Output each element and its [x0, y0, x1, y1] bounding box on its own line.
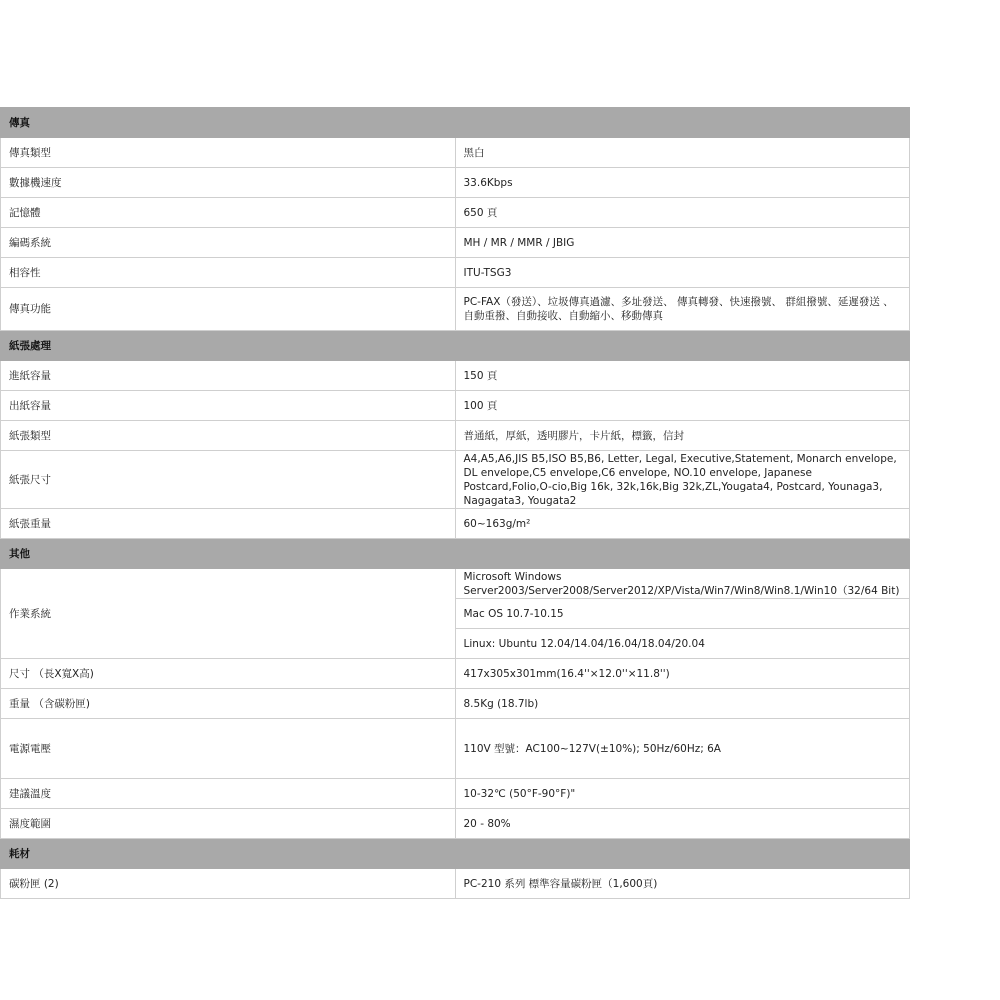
spec-label: 出紙容量	[1, 391, 456, 421]
section-title: 傳真	[1, 108, 910, 138]
table-row	[1, 569, 910, 599]
spec-label: 電源電壓	[1, 719, 456, 779]
table-row	[1, 659, 910, 689]
section-title: 耗材	[1, 839, 910, 869]
table-row	[1, 779, 910, 809]
spec-value: A4,A5,A6,JIS B5,ISO B5,B6, Letter, Legal, Executive,Statement, Monarch envelope, DL envelope,C5 envelope,C6 envelope, NO.10 envelope, Japanese Postcard,Folio,O-cio,Big 16k, 32k,16k,Big 32k,ZL,Yougata4, Postcard, Younaga3, Nagagata3, Yougata2	[455, 451, 910, 509]
spec-value: Mac OS 10.7-10.15	[455, 599, 910, 629]
spec-label: 作業系統	[1, 569, 456, 659]
spec-value: Microsoft Windows Server2003/Server2008/Server2012/XP/Vista/Win7/Win8/Win8.1/Win10（32/64 Bit)	[455, 569, 910, 599]
spec-value: 150 頁	[455, 361, 910, 391]
section-header-fax	[1, 108, 910, 138]
spec-value: PC-210 系列 標準容量碳粉匣（1,600頁)	[455, 869, 910, 899]
table-row	[1, 809, 910, 839]
spec-value: Linux: Ubuntu 12.04/14.04/16.04/18.04/20.04	[455, 629, 910, 659]
section-header-consumables	[1, 839, 910, 869]
spec-label: 紙張尺寸	[1, 451, 456, 509]
spec-label: 碳粉匣 (2)	[1, 869, 456, 899]
spec-label: 編碼系統	[1, 228, 456, 258]
section-title: 其他	[1, 539, 910, 569]
spec-label: 記憶體	[1, 198, 456, 228]
spec-label: 紙張重量	[1, 509, 456, 539]
table-row	[1, 361, 910, 391]
spec-label: 進紙容量	[1, 361, 456, 391]
section-header-other	[1, 539, 910, 569]
section-header-paper	[1, 331, 910, 361]
table-row	[1, 391, 910, 421]
table-row	[1, 421, 910, 451]
spec-value: 650 頁	[455, 198, 910, 228]
spec-label: 紙張類型	[1, 421, 456, 451]
table-row	[1, 168, 910, 198]
spec-value: 10-32℃ (50°F-90°F)"	[455, 779, 910, 809]
table-row	[1, 689, 910, 719]
spec-value: 8.5Kg (18.7lb)	[455, 689, 910, 719]
section-title: 紙張處理	[1, 331, 910, 361]
spec-label: 建議溫度	[1, 779, 456, 809]
spec-value: 60~163g/m²	[455, 509, 910, 539]
spec-value: 普通紙，厚紙，透明膠片，卡片紙，標籤，信封	[455, 421, 910, 451]
table-row	[1, 258, 910, 288]
spec-value: 33.6Kbps	[455, 168, 910, 198]
table-row	[1, 228, 910, 258]
spec-label: 重量 （含碳粉匣)	[1, 689, 456, 719]
table-row	[1, 138, 910, 168]
spec-table	[0, 107, 910, 899]
spec-label: 濕度範圍	[1, 809, 456, 839]
table-row	[1, 869, 910, 899]
spec-label: 數據機速度	[1, 168, 456, 198]
spec-label: 尺寸 （長X寬X高)	[1, 659, 456, 689]
spec-label: 傳真類型	[1, 138, 456, 168]
spec-value: 417x305x301mm(16.4''×12.0''×11.8'')	[455, 659, 910, 689]
spec-value: MH / MR / MMR / JBIG	[455, 228, 910, 258]
table-row	[1, 198, 910, 228]
table-row	[1, 509, 910, 539]
spec-value: 20 - 80%	[455, 809, 910, 839]
table-row	[1, 719, 910, 779]
spec-value: 110V 型號：AC100~127V(±10%); 50Hz/60Hz; 6A	[455, 719, 910, 779]
spec-value: ITU-TSG3	[455, 258, 910, 288]
spec-label: 相容性	[1, 258, 456, 288]
table-row	[1, 288, 910, 331]
table-row	[1, 451, 910, 509]
spec-label: 傳真功能	[1, 288, 456, 331]
spec-value: 100 頁	[455, 391, 910, 421]
spec-value: 黑白	[455, 138, 910, 168]
spec-value: PC-FAX（發送）、垃圾傳真過濾、多址發送、 傳真轉發、快速撥號、 群組撥號、延遲發送 、 自動重撥、自動接收、自動縮小、移動傳真	[455, 288, 910, 331]
